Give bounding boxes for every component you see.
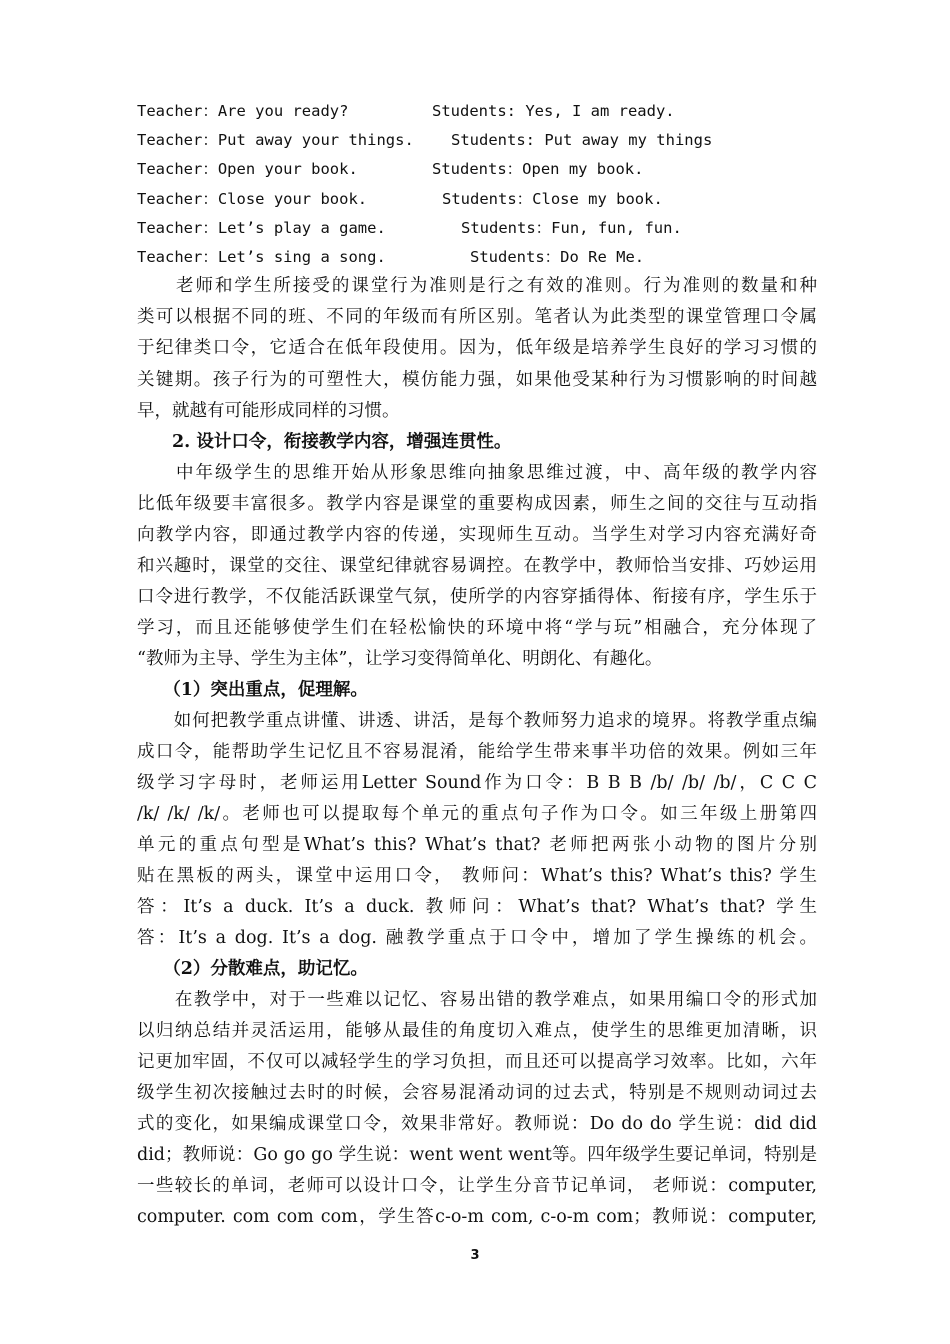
students-response: Students：Open my book. [432, 160, 644, 178]
dialogue-line [137, 216, 837, 240]
dialogue-line [137, 245, 837, 269]
paragraph-line: 贴在黑板的两头，课堂中运用口令， 教师问：What’s this? What’s this? 学生 [137, 866, 817, 886]
dialogue-line [137, 99, 837, 123]
page-number: 3 [470, 1248, 480, 1263]
paragraph-line: 中年级学生的思维开始从形象思维向抽象思维过渡，中、高年级的教学内容 [137, 463, 817, 483]
paragraph-line: 级学习字母时，老师运用Letter Sound作为口令：B B B /b/ /b/ /b/，C C C [137, 773, 817, 793]
paragraph-line: 老师和学生所接受的课堂行为准则是行之有效的准则。行为准则的数量和种 [137, 276, 817, 296]
paragraph-line: 答：It’s a dog. It’s a dog. 融教学重点于口令中，增加了学生操练的机会。 [137, 928, 817, 948]
subsection-heading: （1）突出重点，促理解。 [137, 680, 368, 700]
paragraph-line: 早，就越有可能形成同样的习惯。 [137, 401, 400, 421]
paragraph-line: 记更加牢固，不仅可以减轻学生的学习负担，而且还可以提高学习效率。比如，六年 [137, 1052, 817, 1072]
paragraph-line: 和兴趣时，课堂的交往、课堂纪律就容易调控。在教学中，教师恰当安排、巧妙运用 [137, 556, 817, 576]
subsection-heading: （2）分散难点，助记忆。 [137, 959, 368, 979]
students-response: Students：Fun, fun, fun. [461, 219, 682, 237]
paragraph-line: 成口令，能帮助学生记忆且不容易混淆，能给学生带来事半功倍的效果。例如三年 [137, 742, 817, 762]
dialogue-line [137, 128, 837, 152]
section-heading: 2. 设计口令，衔接教学内容，增强连贯性。 [137, 432, 512, 452]
students-response: Students: Yes, I am ready. [432, 102, 675, 120]
paragraph-line: did；教师说：Go go go 学生说：went went went等。四年级学生要记单词，特别是 [137, 1145, 817, 1165]
paragraph-line: 如何把教学重点讲懂、讲透、讲活，是每个教师努力追求的境界。将教学重点编 [137, 711, 817, 731]
paragraph-line: 向教学内容，即通过教学内容的传递，实现师生互动。当学生对学习内容充满好奇 [137, 525, 817, 545]
paragraph-line: 一些较长的单词，老师可以设计口令，让学生分音节记单词， 老师说：computer, [137, 1176, 817, 1196]
paragraph-line: 式的变化，如果编成课堂口令，效果非常好。教师说：Do do do 学生说：did did [137, 1114, 817, 1134]
paragraph-line: 以归纳总结并灵活运用，能够从最佳的角度切入难点，使学生的思维更加清晰，识 [137, 1021, 817, 1041]
paragraph-line: 单元的重点句型是What’s this? What’s that? 老师把两张小动物的图片分别 [137, 835, 817, 855]
paragraph-line: 在教学中，对于一些难以记忆、容易出错的教学难点，如果用编口令的形式加 [137, 990, 817, 1010]
paragraph-line: 学习，而且还能够使学生们在轻松愉快的环境中将“学与玩”相融合，充分体现了 [137, 618, 817, 638]
paragraph-line: 比低年级要丰富很多。教学内容是课堂的重要构成因素，师生之间的交往与互动指 [137, 494, 817, 514]
dialogue-line [137, 157, 837, 181]
students-response: Students：Do Re Me. [470, 248, 645, 266]
paragraph-line: 关键期。孩子行为的可塑性大，模仿能力强，如果他受某种行为习惯影响的时间越 [137, 370, 817, 390]
paragraph-line: /k/ /k/ /k/。老师也可以提取每个单元的重点句子作为口令。如三年级上册第四 [137, 804, 817, 824]
paragraph-line: 级学生初次接触过去时的时候，会容易混淆动词的过去式，特别是不规则动词过去 [137, 1083, 817, 1103]
paragraph-line: “教师为主导、学生为主体”，让学习变得简单化、明朗化、有趣化。 [137, 649, 663, 669]
teacher-command: Teacher：Close your book. [137, 190, 368, 208]
paragraph-line: 答：It’s a duck. It’s a duck. 教师问：What’s that? What’s that? 学生 [137, 897, 817, 917]
paragraph-line: 于纪律类口令，它适合在低年段使用。因为，低年级是培养学生良好的学习习惯的 [137, 338, 817, 358]
students-response: Students: Put away my things [451, 131, 713, 149]
paragraph-line: 口令进行教学，不仅能活跃课堂气氛，使所学的内容穿插得体、衔接有序，学生乐于 [137, 587, 817, 607]
teacher-command: Teacher：Are you ready? [137, 102, 349, 120]
dialogue-line [137, 187, 837, 211]
students-response: Students：Close my book. [442, 190, 663, 208]
teacher-command: Teacher：Let’s sing a song. [137, 248, 386, 266]
teacher-command: Teacher：Open your book. [137, 160, 358, 178]
paragraph-line: computer. com com com，学生答c-o-m com, c-o-m com；教师说：computer, [137, 1207, 817, 1227]
teacher-command: Teacher：Put away your things. [137, 131, 414, 149]
teacher-command: Teacher：Let’s play a game. [137, 219, 386, 237]
paragraph-line: 类可以根据不同的班、不同的年级而有所区别。笔者认为此类型的课堂管理口令属 [137, 307, 817, 327]
